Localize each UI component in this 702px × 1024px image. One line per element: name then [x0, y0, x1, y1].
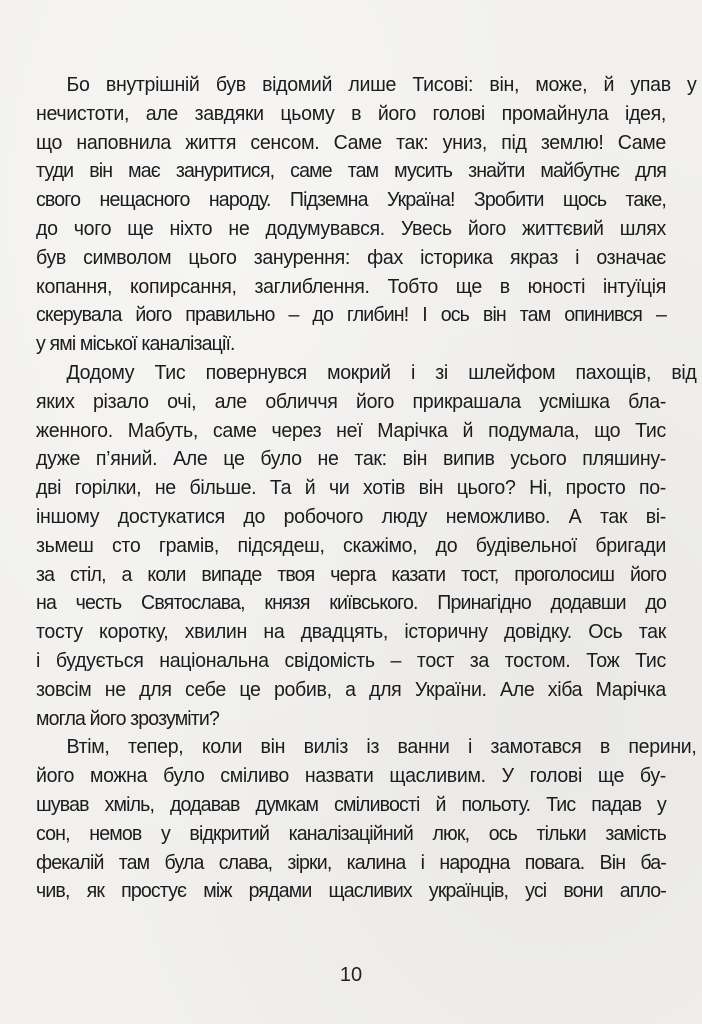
text-line: іншому достукатися до робочого люду неможливо. А так ві- — [36, 504, 666, 528]
text-line: тосту коротку, хвилин на двадцять, історичну довідку. Ось так — [36, 620, 666, 644]
text-line: скерувала його правильно – до глибин! І ось він там опинився – — [36, 303, 666, 327]
text-line: копання, копирсання, заглиблення. Тобто ще в юності інтуїція — [36, 274, 666, 298]
text-line: чив, як простує між рядами щасливих українців, усі вони апло- — [36, 879, 666, 903]
paragraph-1 — [36, 71, 696, 359]
text-line: туди він має зануритися, саме там мусить знайти майбутнє для — [36, 159, 666, 183]
text-line: яких різало очі, але обличчя його прикрашала усмішка бла- — [36, 389, 666, 413]
text-line: за стіл, а коли випаде твоя черга казати тост, проголосиш його — [36, 562, 666, 586]
text-line: женного. Мабуть, саме через неї Марічка й подумала, що Тис — [36, 418, 666, 442]
text-line: зовсім не для себе це робив, а для України. Але хіба Марічка — [36, 677, 666, 701]
text-line: нечистоти, але завдяки цьому в його голові промайнула ідея, — [36, 101, 666, 125]
text-line: був символом цього занурення: фах історика якраз і означає — [36, 245, 666, 269]
text-line: шував хміль, додавав думкам сміливості й польоту. Тис падав у — [36, 792, 666, 816]
text-line: і будується національна свідомість – тост за тостом. Тож Тис — [36, 648, 666, 672]
text-line: сон, немов у відкритий каналізаційний люк, ось тільки замість — [36, 821, 666, 845]
text-line: його можна було сміливо назвати щасливим. У голові ще бу- — [36, 764, 666, 788]
text-line: могла його зрозуміти? — [36, 706, 219, 730]
text-line: дуже п’яний. Але це було не так: він випив усього пляшину- — [36, 447, 666, 471]
text-line: у ямі міської каналізації. — [36, 332, 235, 356]
text-line: Бо внутрішній був відомий лише Тисові: він, може, й упав у — [66, 73, 697, 96]
paragraph-3 — [36, 733, 696, 906]
text-line: свого нещасного народу. Підземна Україна! Зробити щось таке, — [36, 188, 666, 212]
page-number: 10 — [339, 964, 363, 986]
text-line: на честь Святослава, князя київського. Принагідно додавши до — [36, 591, 666, 615]
text-line: фекалій там була слава, зірки, калина і народна повага. Він ба- — [36, 850, 666, 874]
text-line: дві горілки, не більше. Та й чи хотів він цього? Ні, просто по- — [36, 476, 666, 500]
body-text — [36, 71, 696, 906]
text-line: зьмеш сто грамів, підсядеш, скажімо, до будівельної бригади — [36, 533, 666, 557]
text-line: Втім, тепер, коли він виліз із ванни і замотався в перини, — [66, 735, 697, 759]
text-line: Додому Тис повернувся мокрий і зі шлейфом пахощів, від — [66, 360, 697, 384]
text-line: що наповнила життя сенсом. Саме так: униз, під землю! Саме — [36, 130, 666, 154]
paragraph-2 — [36, 359, 696, 733]
text-line: до чого ще ніхто не додумувався. Увесь його життєвий шлях — [36, 216, 666, 240]
